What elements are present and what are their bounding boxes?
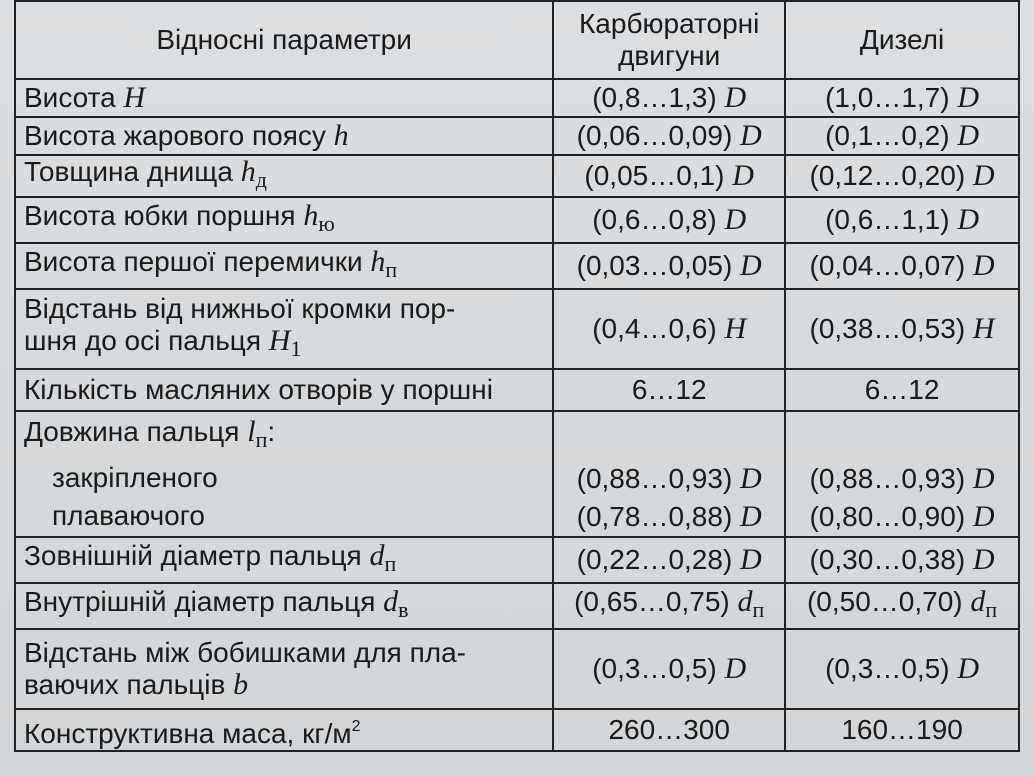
carb-value: (0,8…1,3) D: [553, 79, 785, 117]
param-cell: Довжина пальця $l_п$: закріпленого плаваючого: [15, 411, 553, 537]
diesel-value: (0,3…0,5) D: [785, 629, 1019, 709]
carb-value: (0,03…0,05) D: [553, 243, 785, 289]
param-cell: Відстань від нижньої кромки пор- шня до осі пальця $H_1$: [15, 289, 553, 369]
table-row: [15, 709, 1019, 751]
header-parameters: Відносні параметри: [15, 1, 553, 79]
carb-value: (0,88…0,93) D (0,78…0,88) D: [553, 411, 785, 537]
carb-value: 260…300: [553, 709, 785, 751]
diesel-value: 6…12: [785, 369, 1019, 411]
header-carb-line2: двигуни: [618, 40, 721, 71]
diesel-value: (0,38…0,53) H: [785, 289, 1019, 369]
table-row: [15, 243, 1019, 289]
param-cell: Зовнішній діаметр пальця $d_п$: [15, 537, 553, 583]
carb-value: (0,65…0,75) $d_п$: [553, 583, 785, 629]
param-cell: Висота H: [15, 79, 553, 117]
diesel-value: (0,88…0,93) D (0,80…0,90) D: [785, 411, 1019, 537]
param-cell: Відстань між бобишками для пла- ваючих пальців b: [15, 629, 553, 709]
pin-floating-label: плаваючого: [52, 500, 205, 531]
param-cell: Товщина днища $h_д$: [15, 155, 553, 197]
diesel-value: (0,12…0,20) D: [785, 155, 1019, 197]
carb-value: 6…12: [553, 369, 785, 411]
table-row: [15, 197, 1019, 243]
carb-value: (0,06…0,09) D: [553, 117, 785, 155]
diesel-value: (0,04…0,07) D: [785, 243, 1019, 289]
table-row: [15, 117, 1019, 155]
carb-value: (0,3…0,5) D: [553, 629, 785, 709]
pin-fixed-label: закріпленого: [52, 462, 218, 493]
carb-value: (0,05…0,1) D: [553, 155, 785, 197]
param-cell: Кількість масляних отворів у поршні: [15, 369, 553, 411]
carb-value: (0,22…0,28) D: [553, 537, 785, 583]
table-row: [15, 79, 1019, 117]
table-row: [15, 155, 1019, 197]
header-carb-line1: Карбюраторні: [579, 8, 760, 39]
diesel-value: (0,1…0,2) D: [785, 117, 1019, 155]
piston-parameters-table: [14, 0, 1020, 752]
diesel-value: 160…190: [785, 709, 1019, 751]
header-carburetor-engines: [553, 1, 785, 79]
diesel-value: (0,50…0,70) $d_п$: [785, 583, 1019, 629]
param-cell: Висота юбки поршня $h_ю$: [15, 197, 553, 243]
header-diesel-engines: Дизелі: [785, 1, 1019, 79]
param-cell: Висота першої перемички $h_п$: [15, 243, 553, 289]
carb-value: (0,4…0,6) H: [553, 289, 785, 369]
param-cell: Конструктивна маса, $кг/м^2$: [15, 709, 553, 751]
param-cell: Внутрішній діаметр пальця $d_в$: [15, 583, 553, 629]
table-row: [15, 583, 1019, 629]
diesel-value: (0,6…1,1) D: [785, 197, 1019, 243]
diesel-value: (0,30…0,38) D: [785, 537, 1019, 583]
carb-value: (0,6…0,8) D: [553, 197, 785, 243]
header-row: [15, 1, 1019, 79]
table-row: [15, 629, 1019, 709]
table-row: [15, 289, 1019, 369]
table-row: [15, 411, 1019, 537]
diesel-value: (1,0…1,7) D: [785, 79, 1019, 117]
param-cell: Висота жарового поясу h: [15, 117, 553, 155]
table-row: [15, 369, 1019, 411]
table-row: [15, 537, 1019, 583]
